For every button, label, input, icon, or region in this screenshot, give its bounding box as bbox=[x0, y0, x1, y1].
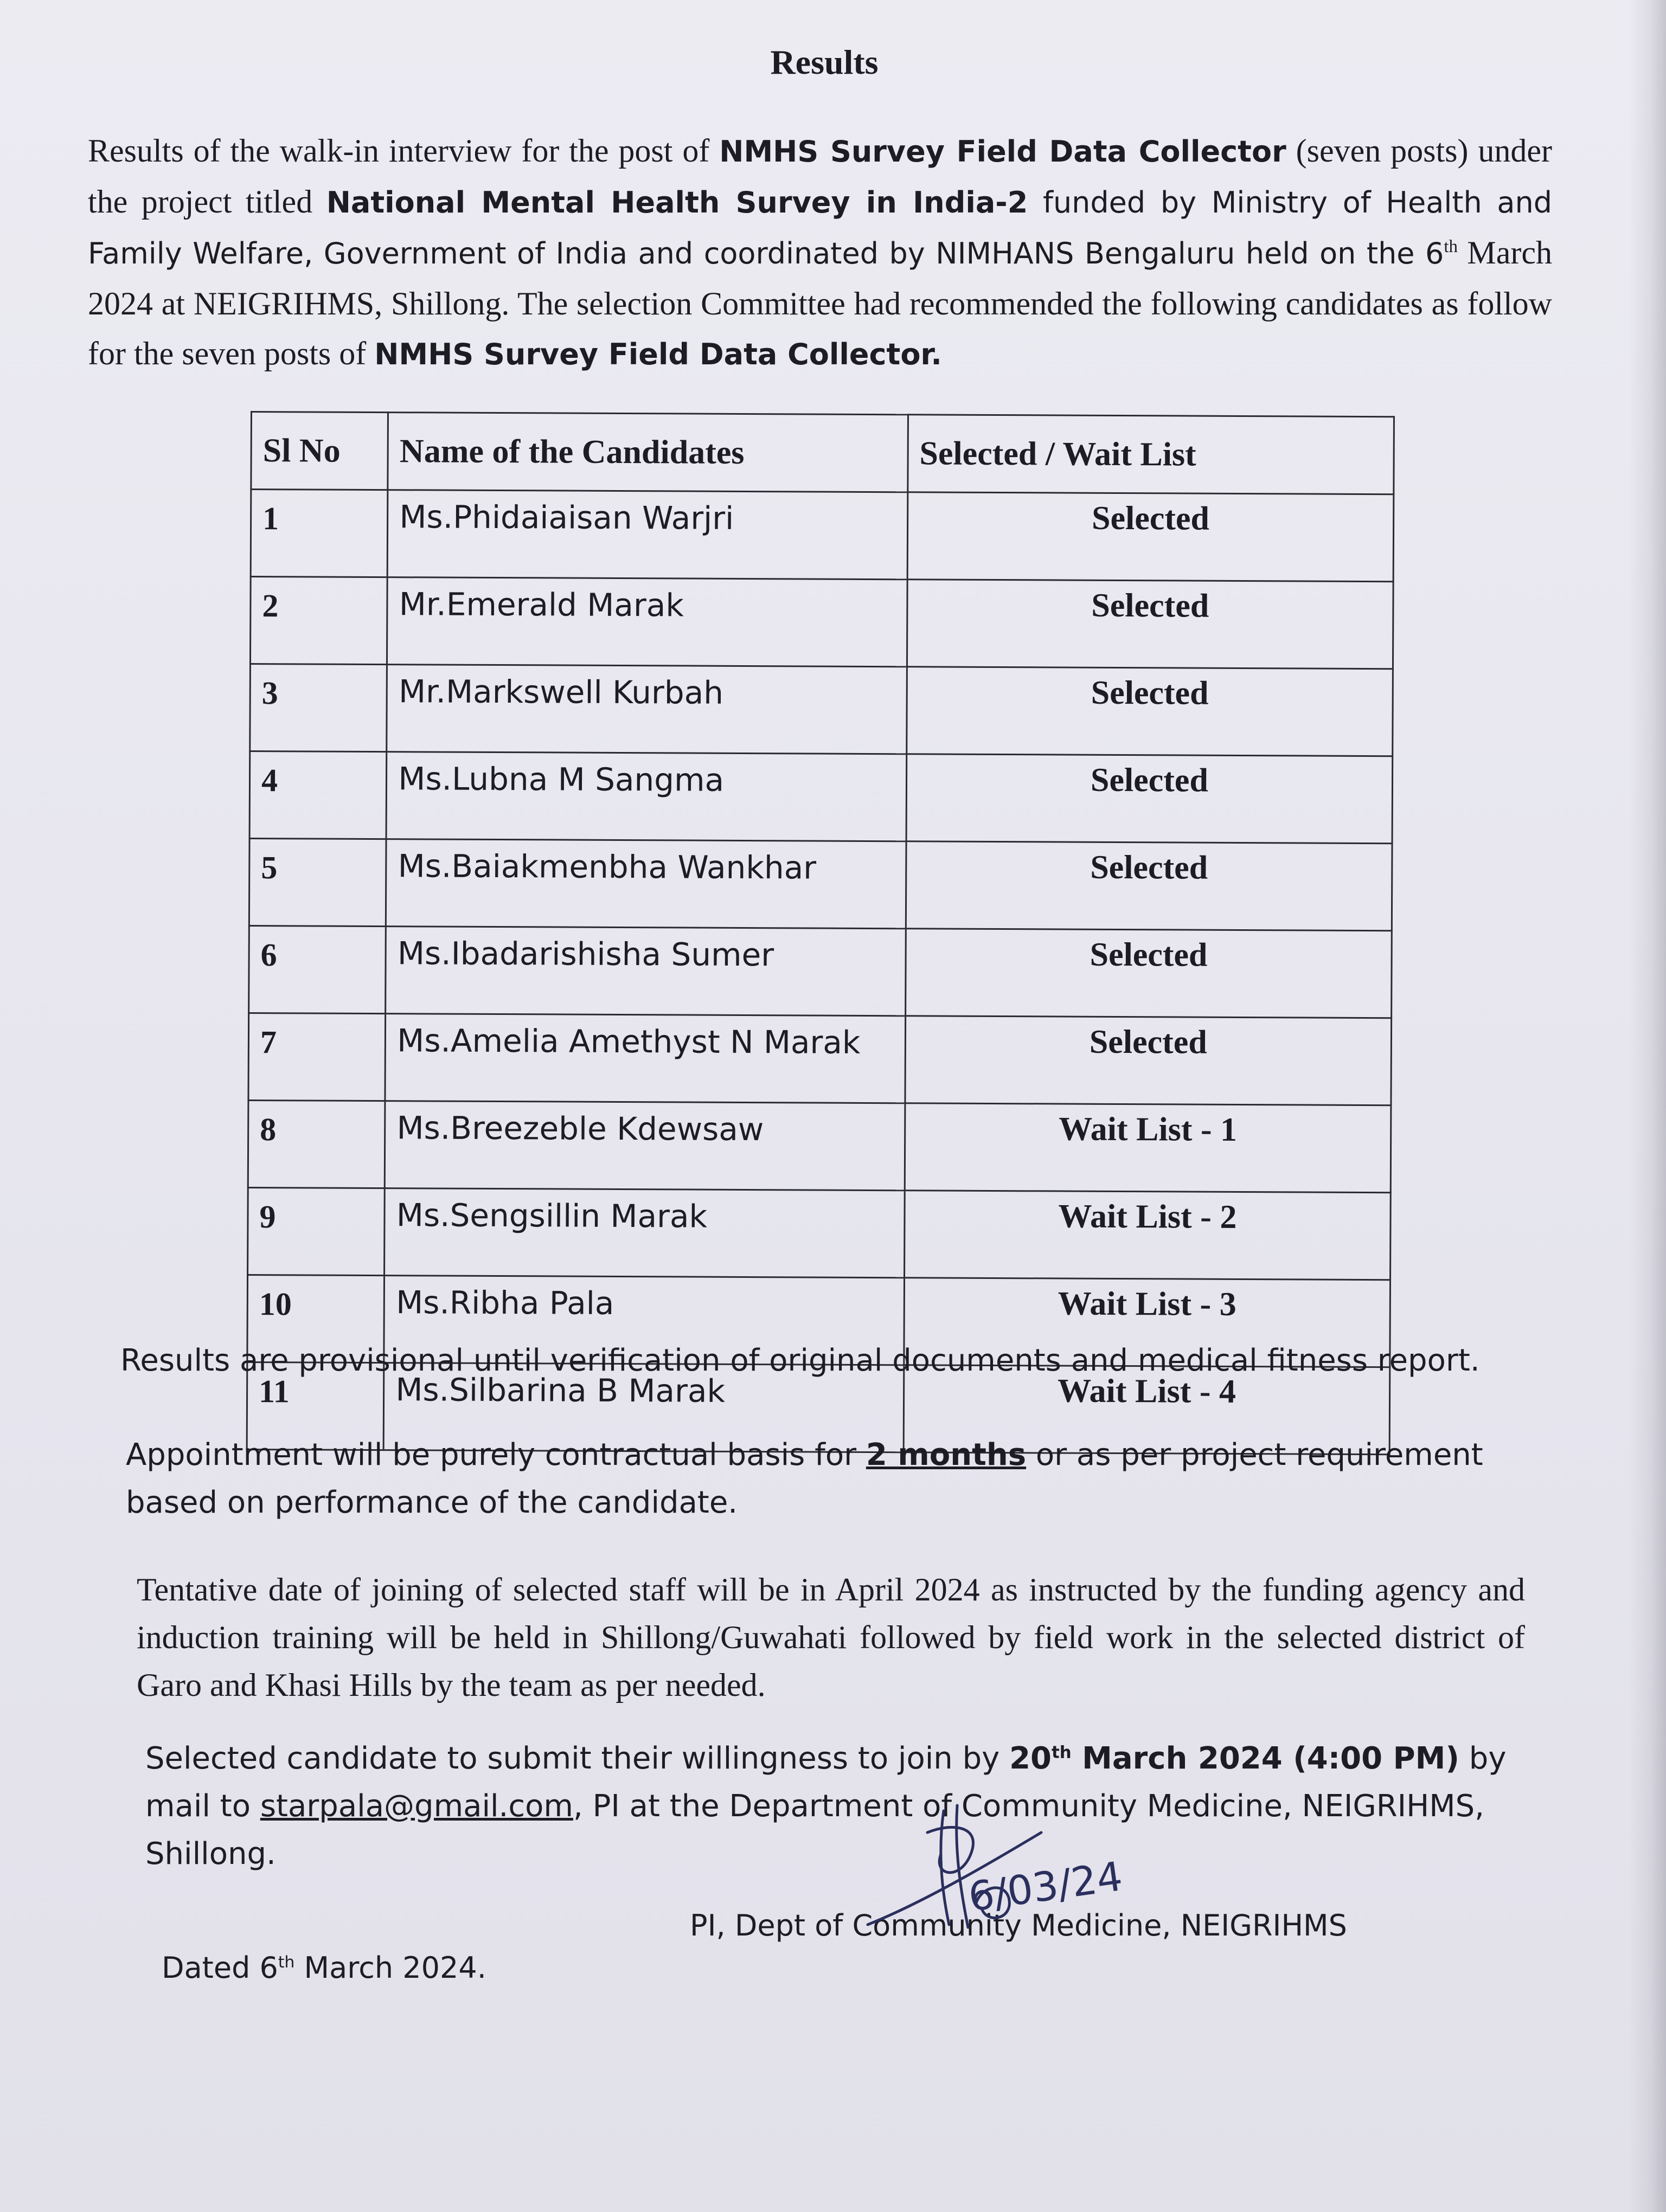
willingness-text: Selected candidate to submit their willingness to join by bbox=[145, 1741, 1010, 1776]
deadline-suffix: th bbox=[1052, 1742, 1072, 1763]
header-candidate-name: Name of the Candidates bbox=[388, 413, 908, 492]
row-status: Selected bbox=[906, 841, 1392, 931]
row-status: Wait List - 2 bbox=[904, 1191, 1391, 1280]
row-candidate-name: Ms.Ribha Pala bbox=[384, 1276, 904, 1365]
post-name: NMHS Survey Field Data Collector. bbox=[374, 337, 942, 371]
row-status: Selected bbox=[907, 492, 1394, 582]
row-candidate-name: Ms.Breezeble Kdewsaw bbox=[385, 1101, 905, 1191]
table-row bbox=[248, 1187, 1391, 1279]
table-row bbox=[248, 1013, 1392, 1105]
row-candidate-name: Ms.Sengsillin Marak bbox=[385, 1188, 905, 1278]
project-name: National Mental Health Survey in India-2 bbox=[326, 185, 1028, 220]
row-sl-no: 8 bbox=[248, 1100, 385, 1188]
row-status: Wait List - 3 bbox=[904, 1278, 1391, 1367]
signatory-line: PI, Dept of Community Medicine, NEIGRIHMS bbox=[690, 1908, 1347, 1943]
email-link[interactable]: starpala@gmail.com bbox=[260, 1789, 573, 1824]
appointment-text: Appointment will be purely contractual basis for bbox=[126, 1437, 866, 1472]
willingness-text: by mail to bbox=[145, 1741, 1507, 1824]
signature-icon bbox=[846, 1789, 1182, 1963]
row-sl-no: 1 bbox=[251, 490, 388, 577]
row-status: Wait List - 1 bbox=[905, 1103, 1391, 1193]
document-title: Results bbox=[770, 43, 879, 81]
row-status: Selected bbox=[907, 667, 1393, 756]
intro-text: Results of the walk-in interview for the post of bbox=[88, 133, 720, 169]
table-row bbox=[249, 925, 1392, 1018]
joining-note: Tentative date of joining of selected staff will be in April 2024 as instructed by the funding agency and induction training will be held in Shillong/Guwahati followed by field work in the selected district of Garo and Khasi Hills by the team as per needed. bbox=[137, 1572, 1525, 1703]
row-sl-no: 2 bbox=[250, 577, 387, 665]
post-name: NMHS Survey Field Data Collector bbox=[719, 134, 1286, 169]
header-status: Selected / Wait List bbox=[908, 415, 1394, 494]
row-candidate-name: Mr.Markswell Kurbah bbox=[387, 665, 907, 754]
row-sl-no: 7 bbox=[248, 1013, 386, 1101]
dated-line bbox=[162, 1951, 486, 1985]
date-suffix: th bbox=[1444, 237, 1458, 256]
row-candidate-name: Ms.Amelia Amethyst N Marak bbox=[385, 1014, 905, 1103]
row-sl-no: 6 bbox=[249, 925, 386, 1013]
signature-date: 6/03/24 bbox=[965, 1853, 1126, 1921]
row-sl-no: 4 bbox=[249, 751, 387, 839]
header-sl-no: Sl No bbox=[251, 412, 388, 490]
row-candidate-name: Ms.Phidaiaisan Warjri bbox=[387, 490, 907, 580]
row-status: Selected bbox=[905, 929, 1392, 1018]
willingness-note bbox=[145, 1735, 1534, 1878]
row-candidate-name: Mr.Emerald Marak bbox=[387, 577, 907, 667]
table-row bbox=[250, 664, 1393, 756]
table-row bbox=[251, 490, 1394, 582]
dated-suffix: th bbox=[278, 1953, 295, 1972]
appointment-note bbox=[126, 1431, 1547, 1527]
row-status: Selected bbox=[905, 1016, 1392, 1105]
appointment-text: or as per project requirement based on performance of the candidate. bbox=[126, 1437, 1483, 1520]
row-sl-no: 10 bbox=[247, 1275, 385, 1362]
provisional-note: Results are provisional until verification of original documents and medical fitness report. bbox=[120, 1343, 1480, 1378]
dated-text: March 2024. bbox=[294, 1951, 486, 1985]
intro-text: funded by Ministry of Health and Family Welfare, Government of India and coordinated by NIMHANS Bengaluru held on the 6 bbox=[88, 185, 1552, 271]
table-header-row bbox=[251, 412, 1394, 494]
deadline-date: March 2024 (4:00 PM) bbox=[1071, 1741, 1459, 1776]
table-row bbox=[248, 1100, 1391, 1192]
row-status: Wait List - 4 bbox=[904, 1365, 1390, 1455]
page-edge-shadow bbox=[1628, 0, 1666, 2212]
row-sl-no: 3 bbox=[250, 664, 387, 752]
row-candidate-name: Ms.Silbarina B Marak bbox=[383, 1363, 904, 1452]
willingness-text: , PI at the Department of Community Medicine, NEIGRIHMS, Shillong. bbox=[145, 1789, 1484, 1872]
row-sl-no: 5 bbox=[249, 838, 386, 926]
row-sl-no: 11 bbox=[247, 1362, 384, 1450]
table-row bbox=[250, 577, 1393, 669]
appointment-period: 2 months bbox=[866, 1437, 1027, 1472]
row-candidate-name: Ms.Lubna M Sangma bbox=[386, 752, 906, 841]
intro-text: (seven posts) under the project titled bbox=[88, 133, 1552, 220]
row-candidate-name: Ms.Baiakmenbha Wankhar bbox=[386, 839, 906, 929]
row-status: Selected bbox=[906, 754, 1393, 844]
row-status: Selected bbox=[907, 580, 1393, 669]
results-table bbox=[246, 411, 1395, 1455]
dated-text: Dated 6 bbox=[162, 1951, 278, 1985]
row-candidate-name: Ms.Ibadarishisha Sumer bbox=[386, 927, 906, 1016]
deadline-day: 20 bbox=[1009, 1741, 1052, 1776]
intro-paragraph bbox=[88, 126, 1552, 380]
table-row bbox=[249, 838, 1392, 930]
row-sl-no: 9 bbox=[248, 1187, 385, 1275]
table-row bbox=[249, 751, 1393, 844]
intro-text: March 2024 at NEIGRIHMS, Shillong. The selection Committee had recommended the following candidates as follow for the seven posts of bbox=[88, 235, 1552, 371]
